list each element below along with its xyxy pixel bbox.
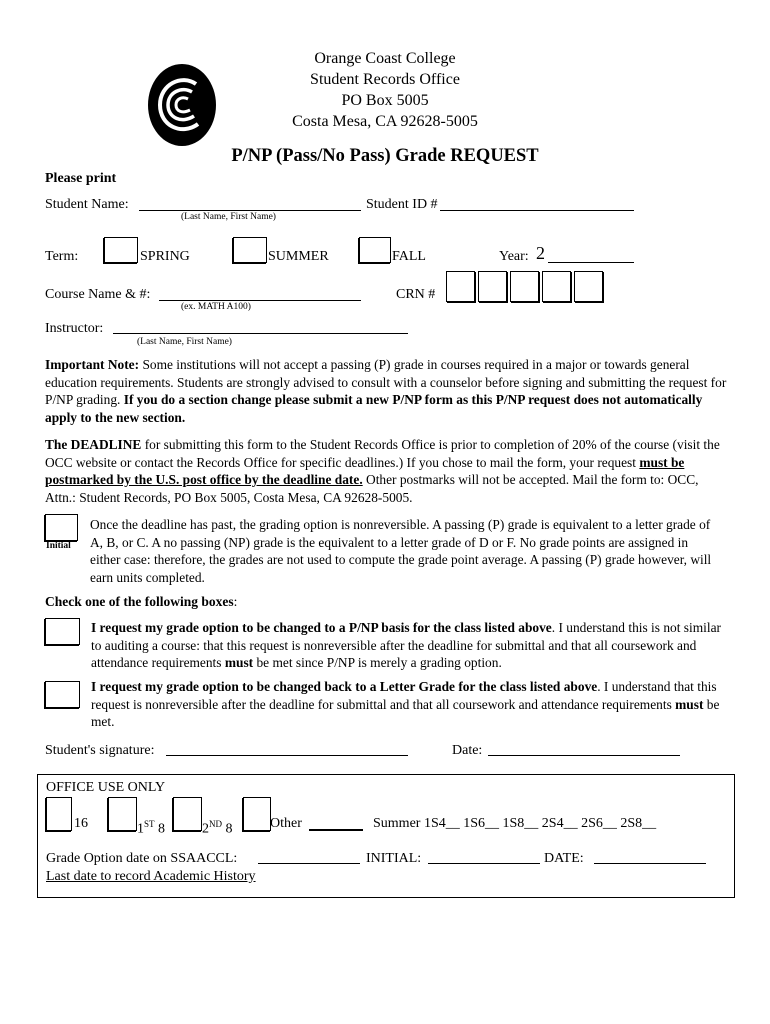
grade-option-date-label: Grade Option date on SSAACCL: xyxy=(46,851,238,866)
letter-grade-option-must: must xyxy=(675,696,704,712)
spring-label: SPRING xyxy=(140,249,190,264)
student-name-field[interactable] xyxy=(139,210,361,211)
please-print-label: Please print xyxy=(45,171,117,186)
office-other-checkbox[interactable] xyxy=(243,797,271,831)
office-summer-options: Summer 1S4__ 1S6__ 1S8__ 2S4__ 2S6__ 2S8__ xyxy=(373,816,657,831)
year-field[interactable] xyxy=(548,262,634,263)
letter-grade-option-text-1: . I understand that this request is nonreversible after the deadline for submittal and that all coursework and attendance requirements xyxy=(91,679,717,712)
grade-option-date-field[interactable] xyxy=(258,863,360,864)
initial-label: Initial xyxy=(46,541,71,551)
letter-grade-option-checkbox[interactable] xyxy=(45,681,80,708)
summer-label: SUMMER xyxy=(268,249,329,264)
header-line-1: Orange Coast College xyxy=(314,50,456,67)
pnp-option-must: must xyxy=(224,655,254,670)
check-heading-text: Check one of the following boxes xyxy=(45,594,234,609)
deadline-postmark-rule: must be postmarked by the U.S. post office by the deadline date. xyxy=(45,454,685,487)
last-date-academic-history: Last date to record Academic History xyxy=(46,869,256,884)
initial-box[interactable] xyxy=(45,514,78,541)
crn-digit-box-1[interactable] xyxy=(446,271,475,302)
deadline-text-1: for submitting this form to the Student Records Office is prior to completion of 20% of the course (visit the OCC website or contact the Records Office for specific deadlines.) If you chose to mail the form, your request xyxy=(45,437,720,470)
pnp-option-bold: I request my grade option to be changed to a P/NP basis for the class listed above xyxy=(91,620,552,635)
deadline-paragraph xyxy=(45,436,731,506)
important-note xyxy=(45,356,731,426)
office-other-field[interactable] xyxy=(309,829,363,831)
office-2nd-checkbox[interactable] xyxy=(173,797,202,831)
pnp-option-text-2: be met since P/NP is merely a grading option. xyxy=(253,655,502,670)
signature-date-field[interactable] xyxy=(488,755,680,756)
form-title: P/NP (Pass/No Pass) Grade REQUEST xyxy=(231,146,539,166)
crn-label: CRN # xyxy=(396,287,436,302)
instructor-field[interactable] xyxy=(113,333,408,334)
office-1st-num: 1 xyxy=(137,821,144,837)
office-initial-field[interactable] xyxy=(428,863,540,864)
course-field[interactable] xyxy=(159,300,361,301)
crn-digit-box-3[interactable] xyxy=(510,271,539,302)
header-line-3: PO Box 5005 xyxy=(341,92,429,109)
letter-grade-option-text xyxy=(91,678,731,731)
office-1st-checkbox[interactable] xyxy=(108,797,137,831)
student-id-label: Student ID # xyxy=(366,197,438,212)
office-2nd-8: 8 xyxy=(222,821,233,837)
nonreversible-paragraph: Once the deadline has past, the grading option is nonreversible. A passing (P) grade is equivalent to a letter grade of A, B, or C. A no passing (NP) grade is the equivalent to a letter grade of D or F. No grade points are assigned in either case: therefore, the grades are not used to compute the grade point average. A passing (P) grade however, will earn units completed. xyxy=(90,517,712,585)
check-heading: Check one of the following boxes: xyxy=(45,594,238,609)
deadline-lead: The DEADLINE xyxy=(45,437,142,452)
header-line-4: Costa Mesa, CA 92628-5005 xyxy=(292,113,478,130)
pnp-option-checkbox[interactable] xyxy=(45,618,80,645)
office-date-label: DATE: xyxy=(544,851,584,866)
office-1st-8: 8 xyxy=(154,821,166,837)
year-value: 2 xyxy=(536,243,545,263)
important-note-lead: Important Note: xyxy=(45,357,140,372)
year-label: Year: xyxy=(499,249,529,264)
student-name-hint: (Last Name, First Name) xyxy=(181,212,276,222)
fall-label: FALL xyxy=(392,249,426,264)
course-hint: (ex. MATH A100) xyxy=(181,302,251,312)
office-use-heading: OFFICE USE ONLY xyxy=(46,780,166,795)
signature-label: Student's signature: xyxy=(45,743,155,758)
office-2nd-sup: ND xyxy=(209,819,222,829)
pnp-option-text xyxy=(91,619,731,672)
office-date-field[interactable] xyxy=(594,863,706,864)
crn-digit-box-2[interactable] xyxy=(478,271,507,302)
office-initial-label: INITIAL: xyxy=(366,851,422,866)
college-header xyxy=(270,48,500,132)
deadline-text-2: Other postmarks will not be accepted. Mail the form to: OCC, Attn.: Student Records, PO Box 5005, Costa Mesa, CA 92628-5005. xyxy=(45,472,699,505)
student-id-field[interactable] xyxy=(440,210,634,211)
signature-date-label: Date: xyxy=(452,743,483,758)
crn-digit-box-5[interactable] xyxy=(574,271,603,302)
course-label: Course Name & #: xyxy=(45,287,151,302)
office-use-section xyxy=(37,774,735,898)
signature-field[interactable] xyxy=(166,755,408,756)
office-other-label: Other xyxy=(270,816,302,831)
spring-checkbox[interactable] xyxy=(104,237,138,263)
term-label: Term: xyxy=(45,249,79,264)
pnp-option-text-1: . I understand this is not similar to auditing a course: that this request is nonreversible after the deadline for submittal and that all coursework and attendance requirements xyxy=(91,620,721,670)
important-note-text: Some institutions will not accept a passing (P) grade in courses required in a major or towards general education requirements. Students are strongly advised to consult with a counselor before signing and submitting the request for P/NP grading. xyxy=(45,357,727,407)
office-2nd-label xyxy=(202,815,233,839)
header-line-2: Student Records Office xyxy=(310,71,460,88)
crn-digit-box-4[interactable] xyxy=(542,271,571,302)
letter-grade-option-bold: I request my grade option to be changed back to a Letter Grade for the class listed above xyxy=(91,679,598,694)
student-name-label: Student Name: xyxy=(45,197,129,212)
college-logo xyxy=(146,62,218,148)
important-note-section-change: If you do a section change please submit a new P/NP form as this P/NP request does not automatically apply to the new section. xyxy=(45,392,703,425)
summer-checkbox[interactable] xyxy=(233,237,267,263)
office-2nd-num: 2 xyxy=(202,821,209,837)
letter-grade-option-text-2: be met. xyxy=(91,696,720,729)
fall-checkbox[interactable] xyxy=(359,237,391,263)
office-16-label: 16 xyxy=(74,816,88,831)
office-16-checkbox[interactable] xyxy=(46,797,72,831)
office-1st-sup: ST xyxy=(144,819,155,829)
instructor-hint: (Last Name, First Name) xyxy=(137,337,232,347)
instructor-label: Instructor: xyxy=(45,321,104,336)
office-1st-label xyxy=(137,815,165,839)
